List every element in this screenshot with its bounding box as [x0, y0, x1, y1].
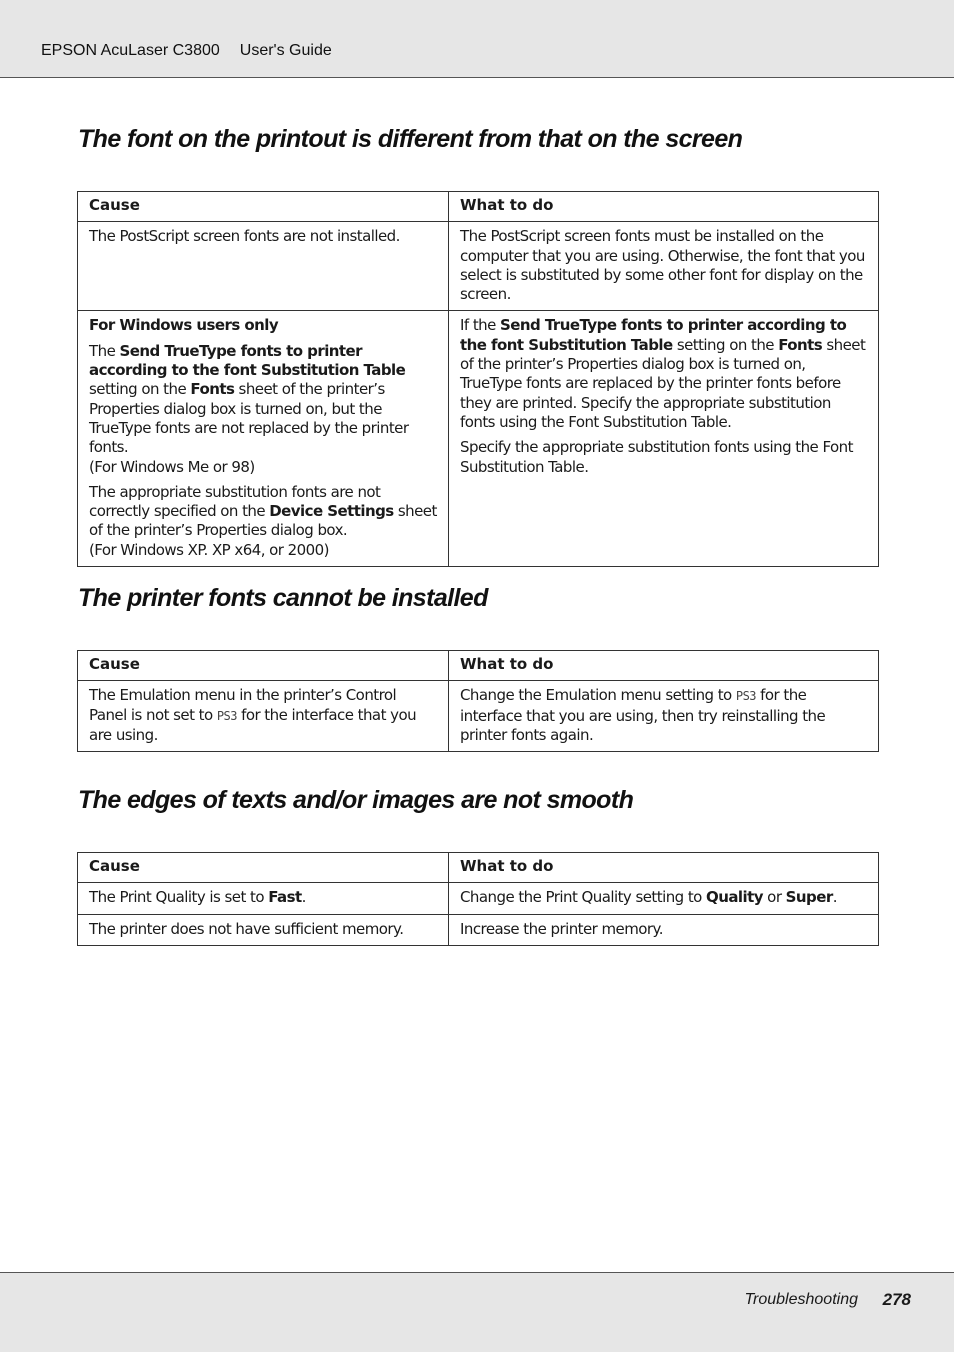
cause-paragraph: The appropriate substitution fonts are not correctly specified on the Device Settings sheet of the printer’s Properties dialog box. (For Windows XP. XP x64, or 2000) — [89, 482, 437, 559]
header-text — [41, 42, 332, 60]
section-title-printer-fonts: The printer fonts cannot be installed — [78, 584, 488, 612]
windows-only-heading: For Windows users only — [89, 316, 279, 335]
table-header-row — [78, 192, 879, 222]
what-to-do-paragraph: If the Send TrueType fonts to printer according to the font Substitution Table setting on the Fonts sheet of the printer’s Properties dialog box is turned on, TrueType fonts are replaced by the printer fonts before they are printed. Specify the appropriate substitution fonts using the Font Substitution Table. — [460, 316, 866, 431]
column-header-what-to-do: What to do — [449, 651, 879, 681]
ps3-code: PS3 — [216, 708, 237, 723]
cause-cell — [78, 311, 449, 567]
cause-cell: The Emulation menu in the printer’s Control Panel is not set to PS3 for the interface that you are using. — [78, 681, 449, 752]
page-number: 278 — [882, 1290, 911, 1309]
ps3-code: PS3 — [735, 689, 756, 704]
column-header-what-to-do: What to do — [449, 853, 879, 883]
cause-cell: The PostScript screen fonts are not installed. — [78, 222, 449, 311]
table-row — [78, 681, 879, 752]
cause-cell: The printer does not have sufficient memory. — [78, 914, 449, 945]
footer-section-name: Troubleshooting — [744, 1291, 858, 1308]
table-edges-not-smooth — [77, 852, 879, 946]
page-footer — [0, 1272, 954, 1352]
table-row — [78, 311, 879, 567]
what-to-do-cell: The PostScript screen fonts must be installed on the computer that you are using. Otherwise, the font that you select is substituted by some other font for display on the screen. — [449, 222, 879, 311]
header-guide-name: User's Guide — [239, 42, 332, 59]
section-title-edges-not-smooth: The edges of texts and/or images are not smooth — [78, 786, 634, 814]
what-to-do-cell: Change the Print Quality setting to Quality or Super. — [449, 883, 879, 914]
column-header-what-to-do: What to do — [449, 192, 879, 222]
column-header-cause: Cause — [78, 853, 449, 883]
cause-cell: The Print Quality is set to Fast. — [78, 883, 449, 914]
cause-paragraph: The Send TrueType fonts to printer according to the font Substitution Table setting on the Fonts sheet of the printer’s Properties dialog box is turned on, but the TrueType fonts are not replaced by the printer fonts. (For Windows Me or 98) — [89, 341, 409, 476]
header-product-name: EPSON AcuLaser C3800 — [41, 42, 220, 59]
table-header-row — [78, 853, 879, 883]
section-title-font-different: The font on the printout is different from that on the screen — [78, 125, 743, 153]
table-printer-fonts — [77, 650, 879, 752]
table-row — [78, 883, 879, 914]
what-to-do-cell: Change the Emulation menu setting to PS3 for the interface that you are using, then try reinstalling the printer fonts again. — [449, 681, 879, 752]
what-to-do-cell: Increase the printer memory. — [449, 914, 879, 945]
table-row — [78, 222, 879, 311]
what-to-do-paragraph: Specify the appropriate substitution fonts using the Font Substitution Table. — [460, 438, 853, 476]
table-font-different — [77, 191, 879, 567]
table-row — [78, 914, 879, 945]
page-header — [0, 0, 954, 78]
table-header-row — [78, 651, 879, 681]
column-header-cause: Cause — [78, 192, 449, 222]
what-to-do-cell — [449, 311, 879, 567]
column-header-cause: Cause — [78, 651, 449, 681]
